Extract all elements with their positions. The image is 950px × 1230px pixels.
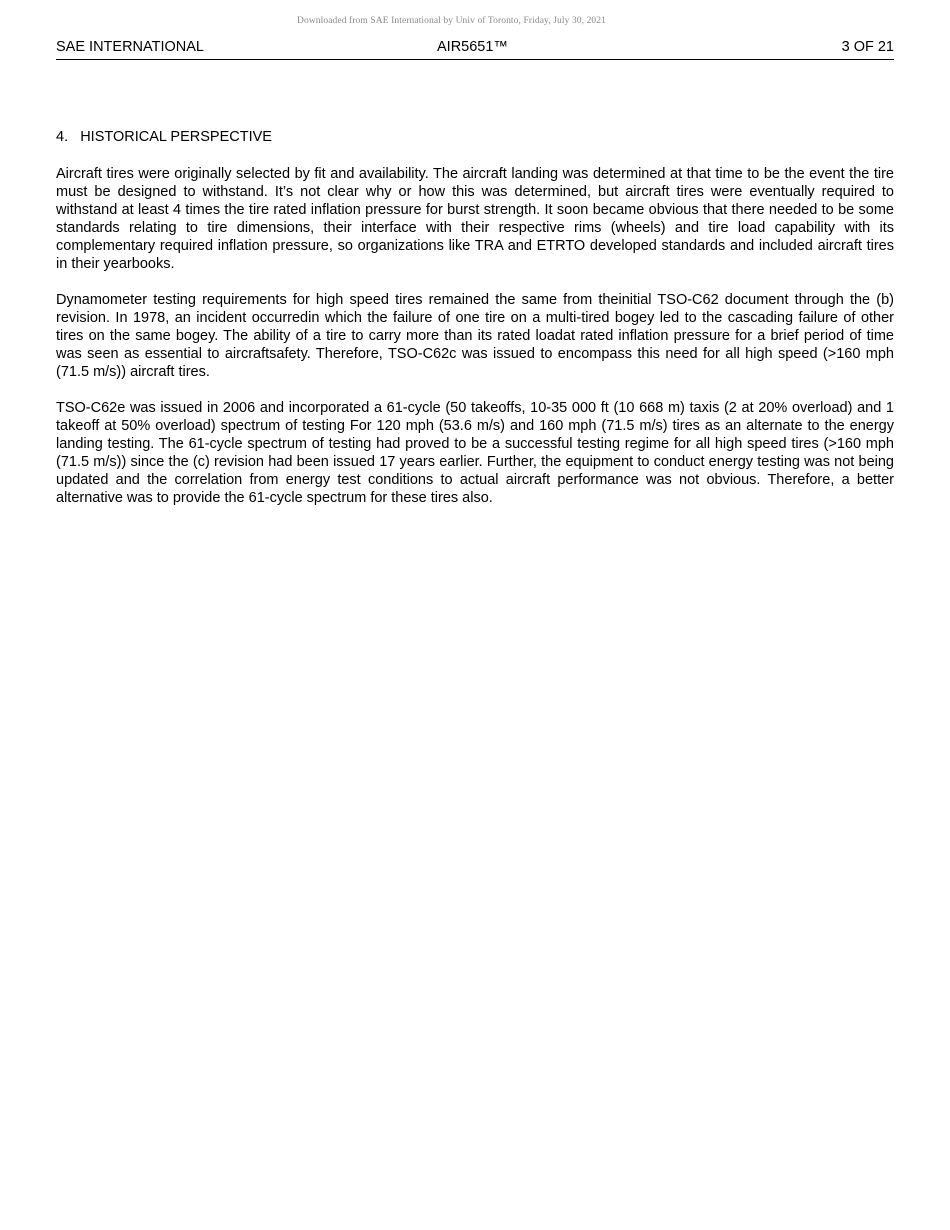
header-organization: SAE INTERNATIONAL: [56, 39, 204, 55]
section-number: 4.: [56, 129, 69, 145]
header-page-number: 3 OF 21: [841, 39, 894, 55]
download-watermark: Downloaded from SAE International by Univ of Toronto, Friday, July 30, 2021: [297, 16, 606, 26]
section-heading: [56, 129, 272, 145]
section-title: HISTORICAL PERSPECTIVE: [80, 129, 272, 145]
paragraph-tso-c62e: TSO-C62e was issued in 2006 and incorporated a 61-cycle (50 takeoffs, 10-35 000 ft (10 668 m) taxis (2 at 20% overload) and 1 takeoff at 50% overload) spectrum of testing For 120 mph (53.6 m/s) and 160 mph (71.5 m/s) tires as an alternate to the energy landing testing. The 61-cycle spectrum of testing had proved to be a successful testing regime for all high speed tires (>160 mph (71.5 m/s)) since the (c) revision had been issued 17 years earlier. Further, the equipment to conduct energy testing was not being updated and the correlation from energy test conditions to actual aircraft performance was not obvious. Therefore, a better alternative was to provide the 61-cycle spectrum for these tires also.: [56, 400, 894, 506]
paragraph-dynamometer-testing: Dynamometer testing requirements for high speed tires remained the same from theinitial TSO-C62 document through the (b) revision. In 1978, an incident occurredin which the failure of one tire on a multi-tired bogey led to the cascading failure of other tires on the same bogey. The ability of a tire to carry more than its rated loadat rated inflation pressure for a brief period of time was seen as essential to aircraftsafety. Therefore, TSO-C62c was issued to encompass this need for all high speed (>160 mph (71.5 m/s)) aircraft tires.: [56, 292, 894, 380]
page-header: [56, 38, 894, 60]
paragraph-tire-origins: Aircraft tires were originally selected by fit and availability. The aircraft landing was determined at that time to be the event the tire must be designed to withstand. It’s not clear why or how this was determined, but aircraft tires were eventually required to withstand at least 4 times the tire rated inflation pressure for burst strength. It soon became obvious that there needed to be some standards relating to tire dimensions, their interface with their respective rims (wheels) and tire load capability with its complementary required inflation pressure, so organizations like TRA and ETRTO developed standards and included aircraft tires in their yearbooks.: [56, 166, 894, 272]
header-document-id: AIR5651™: [437, 39, 508, 55]
